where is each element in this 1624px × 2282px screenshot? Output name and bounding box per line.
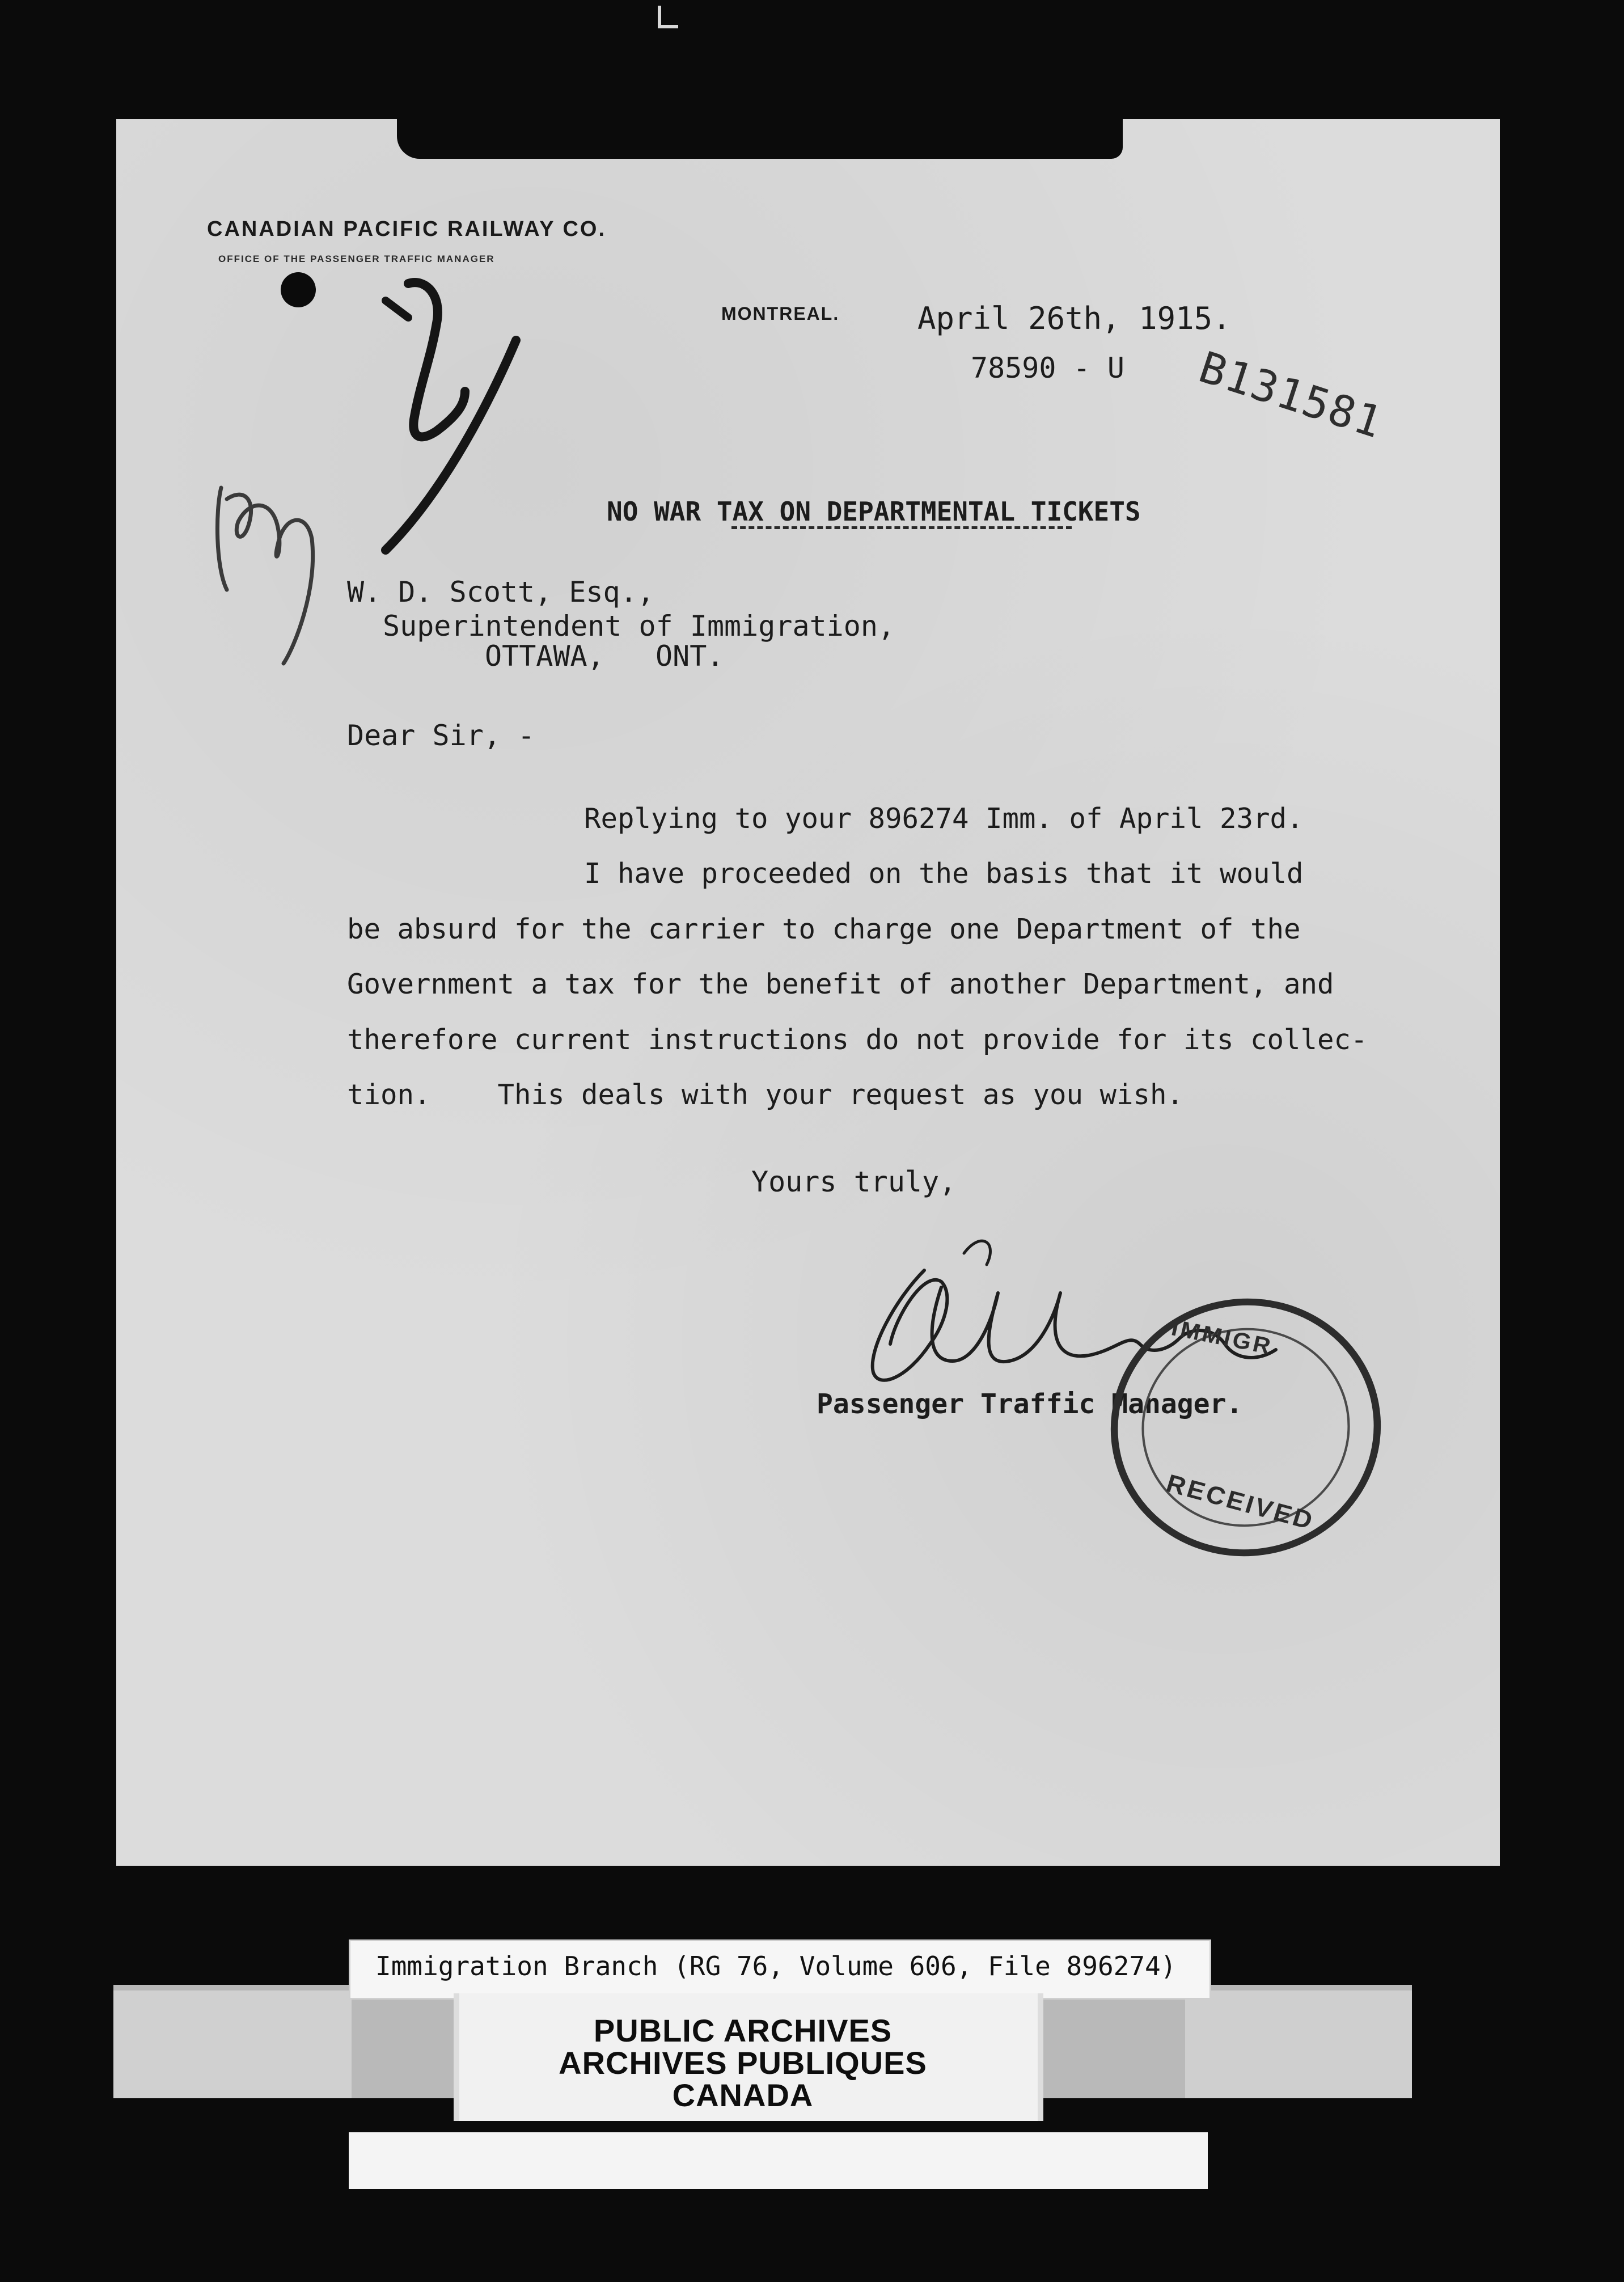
recipient-name: W. D. Scott, Esq., xyxy=(347,576,654,608)
letterhead-city: MONTREAL. xyxy=(721,303,840,324)
body-line: be absurd for the carrier to charge one Department of the xyxy=(347,913,1301,945)
archive-line-2: ARCHIVES PUBLIQUES xyxy=(559,2045,927,2081)
archive-file-reference: Immigration Branch (RG 76, Volume 606, File 896274) xyxy=(375,1951,1177,1981)
letterhead-office: OFFICE OF THE PASSENGER TRAFFIC MANAGER xyxy=(218,253,495,264)
file-reference: 78590 - U xyxy=(971,352,1124,384)
received-stamp-top: IMMIGR xyxy=(1169,1315,1275,1360)
archive-line-1: PUBLIC ARCHIVES xyxy=(593,2013,893,2048)
recipient-title: Superintendent of Immigration, xyxy=(383,610,895,643)
subject-line: NO WAR TAX ON DEPARTMENTAL TICKETS xyxy=(607,496,1141,527)
recipient-location: OTTAWA, ONT. xyxy=(485,640,724,673)
received-stamp-bottom: RECEIVED xyxy=(1163,1469,1318,1536)
body-line: therefore current instructions do not provide for its collec- xyxy=(347,1024,1368,1056)
stamped-file-number: B131581 xyxy=(1193,341,1389,449)
signatory-title: Passenger Traffic Manager. xyxy=(817,1388,1243,1420)
subject-underline xyxy=(731,526,1072,529)
letter-date: April 26th, 1915. xyxy=(917,301,1231,336)
film-frame-mark xyxy=(658,6,661,28)
body-line: tion. This deals with your request as you wish. xyxy=(347,1079,1184,1111)
body-line: I have proceeded on the basis that it would xyxy=(584,857,1304,890)
torn-edge xyxy=(397,119,1123,159)
archive-holder-right xyxy=(1185,1991,1412,2098)
closing: Yours truly, xyxy=(751,1165,957,1198)
letterhead-company: CANADIAN PACIFIC RAILWAY CO. xyxy=(207,217,607,241)
body-line: Replying to your 896274 Imm. of April 23rd. xyxy=(584,802,1304,835)
archive-blank-label xyxy=(349,2132,1208,2189)
archive-holder-left xyxy=(113,1991,352,2098)
salutation: Dear Sir, - xyxy=(347,719,535,752)
archive-line-3: CANADA xyxy=(672,2077,814,2113)
body-line: Government a tax for the benefit of another Department, and xyxy=(347,968,1334,1000)
